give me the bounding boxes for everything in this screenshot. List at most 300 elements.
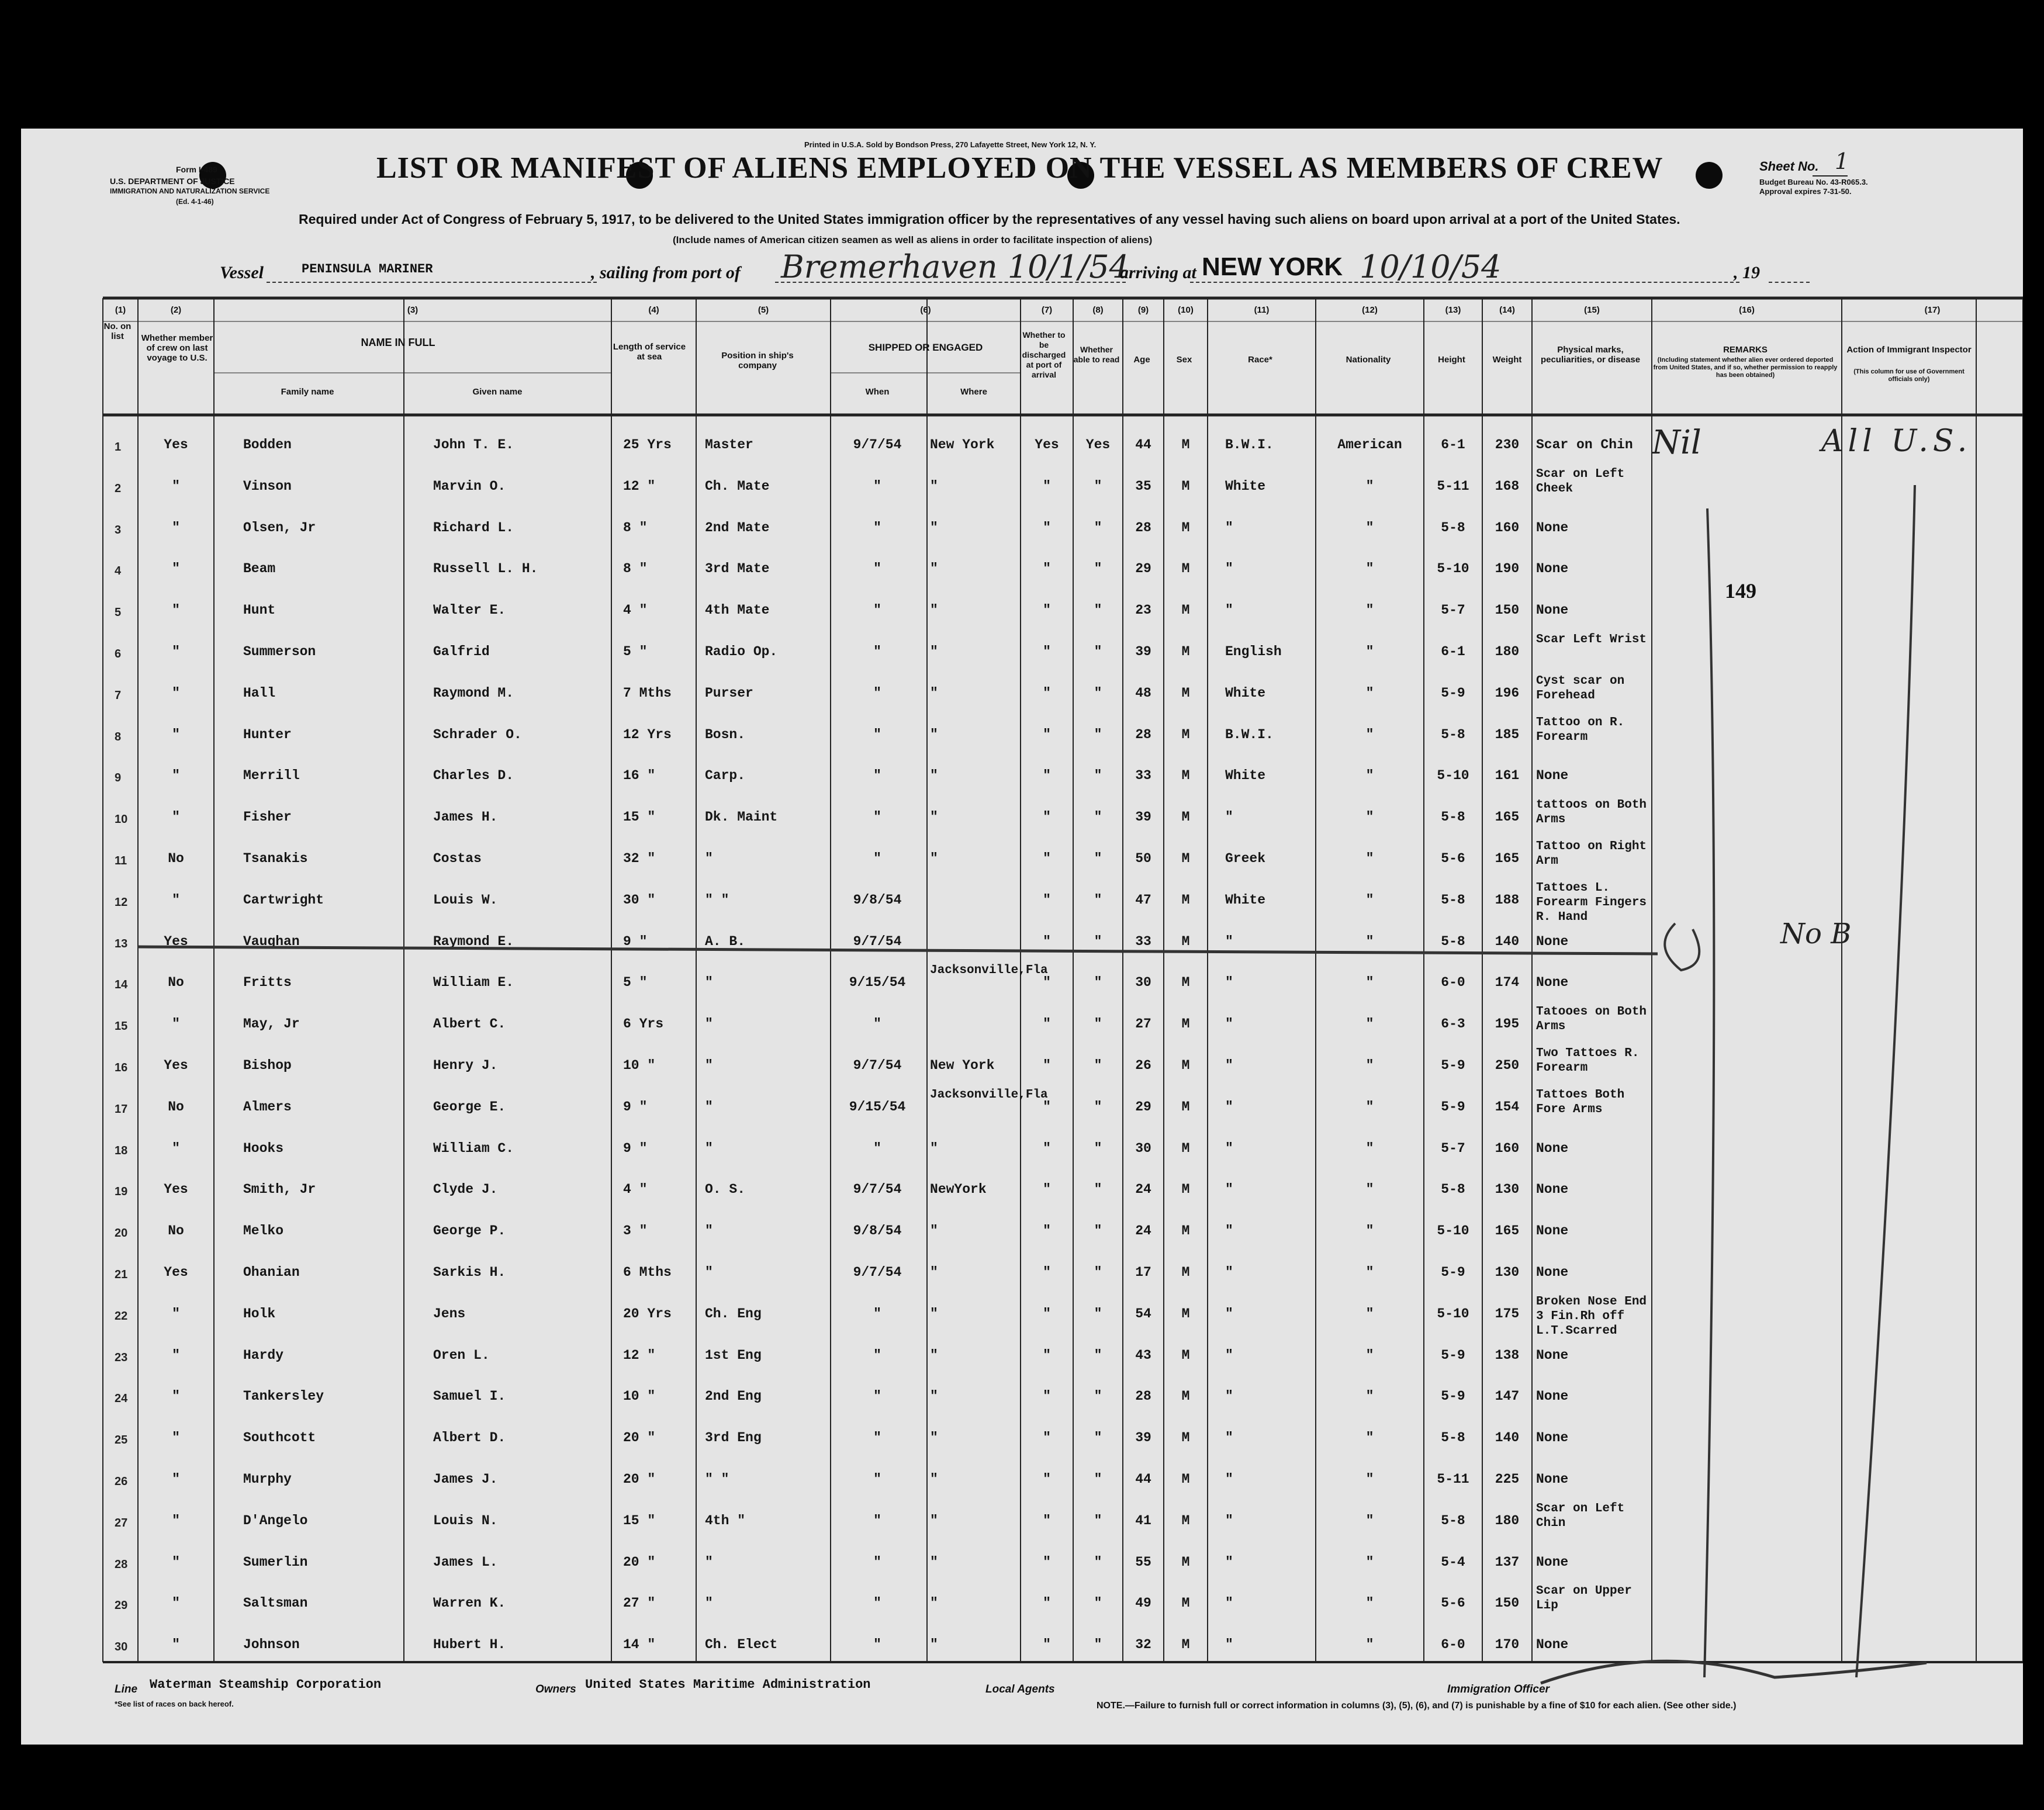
row-number: 28 bbox=[115, 1558, 128, 1571]
weight-cell: 180 bbox=[1495, 644, 1520, 659]
age-cell: 33 bbox=[1135, 768, 1151, 784]
service-length-cell: 30 " bbox=[623, 892, 656, 908]
race-cell: White bbox=[1225, 768, 1266, 784]
race-cell: " bbox=[1225, 1058, 1233, 1073]
shipped-when-cell: " bbox=[873, 1513, 881, 1528]
able-read-cell: " bbox=[1094, 1513, 1102, 1528]
race-cell: Greek bbox=[1225, 851, 1266, 866]
height-cell: 5-9 bbox=[1441, 1347, 1465, 1363]
position-cell: Purser bbox=[705, 685, 753, 701]
physical-marks-cell: Tattoes L. Forearm Fingers R. Hand bbox=[1536, 881, 1647, 924]
last-voyage-cell: " bbox=[172, 1389, 180, 1404]
nationality-cell: " bbox=[1365, 809, 1374, 825]
family-name-cell: Cartwright bbox=[243, 892, 324, 908]
physical-marks-cell: tattoos on Both Arms bbox=[1536, 798, 1647, 827]
height-cell: 6-3 bbox=[1441, 1016, 1465, 1032]
sex-cell: M bbox=[1181, 892, 1190, 908]
last-voyage-cell: " bbox=[172, 1637, 180, 1653]
discharged-cell: " bbox=[1043, 603, 1051, 618]
family-name-cell: Summerson bbox=[243, 644, 316, 659]
able-read-cell: " bbox=[1094, 685, 1102, 701]
vessel-label: Vessel bbox=[220, 263, 264, 282]
family-name-cell: Holk bbox=[243, 1306, 276, 1321]
weight-cell: 250 bbox=[1495, 1058, 1520, 1073]
nationality-cell: " bbox=[1365, 1016, 1374, 1032]
position-cell: Ch. Mate bbox=[705, 478, 770, 494]
position-cell: 3rd Eng bbox=[705, 1430, 762, 1446]
shipped-where-cell: NewYork bbox=[930, 1182, 987, 1198]
sex-cell: M bbox=[1181, 1430, 1190, 1446]
physical-marks-cell: None bbox=[1536, 1637, 1569, 1653]
given-name-cell: James J. bbox=[433, 1472, 498, 1487]
nationality-cell: " bbox=[1365, 520, 1374, 535]
row-number: 9 bbox=[115, 771, 122, 785]
shipped-when-cell: " bbox=[873, 478, 881, 494]
age-cell: 32 bbox=[1135, 1637, 1151, 1653]
discharged-cell: Yes bbox=[1035, 437, 1059, 452]
service-length-cell: 15 " bbox=[623, 1513, 656, 1528]
arriving-label: arriving at bbox=[1120, 263, 1196, 282]
position-cell: " bbox=[705, 1016, 713, 1032]
service-length-cell: 20 " bbox=[623, 1430, 656, 1446]
shipped-when-cell: " bbox=[873, 1472, 881, 1487]
height-cell: 6-0 bbox=[1441, 975, 1465, 991]
shipped-when-cell: " bbox=[873, 726, 881, 742]
owners-label: Owners bbox=[535, 1683, 576, 1695]
form-edition: (Ed. 4-1-46) bbox=[176, 198, 214, 206]
steamship-line: Waterman Steamship Corporation bbox=[150, 1677, 382, 1692]
nationality-cell: " bbox=[1365, 1306, 1374, 1321]
able-read-cell: " bbox=[1094, 1265, 1102, 1280]
physical-marks-cell: None bbox=[1536, 768, 1569, 784]
sex-cell: M bbox=[1181, 644, 1190, 659]
position-cell: " bbox=[705, 1099, 713, 1115]
physical-marks-cell: Tattoes Both Fore Arms bbox=[1536, 1088, 1625, 1116]
line-label: Line bbox=[115, 1683, 138, 1695]
row-number: 5 bbox=[115, 606, 122, 620]
column-number: (1) bbox=[115, 305, 126, 315]
able-read-cell: " bbox=[1094, 851, 1102, 866]
nationality-cell: " bbox=[1365, 1140, 1374, 1156]
header-weight: Weight bbox=[1492, 355, 1522, 365]
age-cell: 55 bbox=[1135, 1554, 1151, 1570]
last-voyage-cell: " bbox=[172, 478, 180, 494]
shipped-when-cell: " bbox=[873, 1389, 881, 1404]
physical-marks-cell: Scar on Left Chin bbox=[1536, 1501, 1625, 1530]
race-cell: " bbox=[1225, 1389, 1233, 1404]
column-number: (12) bbox=[1362, 305, 1378, 315]
header-inspector-action: Action of Immigrant Inspector bbox=[1846, 345, 1972, 355]
header-shipped-when: When bbox=[865, 387, 890, 397]
nationality-cell: " bbox=[1365, 478, 1374, 494]
age-cell: 17 bbox=[1135, 1265, 1151, 1280]
weight-cell: 165 bbox=[1495, 851, 1520, 866]
service-length-cell: 12 Yrs bbox=[623, 726, 672, 742]
column-number: (5) bbox=[758, 305, 769, 315]
physical-marks-cell: Scar Left Wrist bbox=[1536, 633, 1647, 646]
weight-cell: 140 bbox=[1495, 1430, 1520, 1446]
last-voyage-cell: " bbox=[172, 892, 180, 908]
physical-marks-cell: None bbox=[1536, 1347, 1569, 1363]
nationality-cell: " bbox=[1365, 644, 1374, 659]
position-cell: 3rd Mate bbox=[705, 561, 770, 577]
column-number: (16) bbox=[1739, 305, 1755, 315]
physical-marks-cell: Scar on Left Cheek bbox=[1536, 467, 1625, 496]
weight-cell: 137 bbox=[1495, 1554, 1520, 1570]
able-read-cell: Yes bbox=[1085, 437, 1111, 452]
age-cell: 24 bbox=[1135, 1223, 1151, 1239]
weight-cell: 165 bbox=[1495, 1223, 1520, 1239]
row-number: 13 bbox=[115, 937, 128, 950]
family-name-cell: D'Angelo bbox=[243, 1513, 308, 1528]
position-cell: " " bbox=[705, 892, 729, 908]
shipped-when-cell: " bbox=[873, 1140, 881, 1156]
height-cell: 5-11 bbox=[1437, 1472, 1469, 1487]
departure-port: Bremerhaven 10/1/54 bbox=[781, 248, 1129, 285]
family-name-cell: Hooks bbox=[243, 1140, 284, 1156]
able-read-cell: " bbox=[1094, 1016, 1102, 1032]
header-remarks-note: (Including statement whether alien ever ordered deported from United States, and if so, whether permission to reapply has been obtained) bbox=[1653, 357, 1838, 379]
age-cell: 44 bbox=[1135, 437, 1151, 452]
last-voyage-cell: " bbox=[172, 644, 180, 659]
shipped-when-cell: 9/7/54 bbox=[853, 1058, 902, 1073]
age-cell: 47 bbox=[1135, 892, 1151, 908]
last-voyage-cell: " bbox=[172, 1554, 180, 1570]
discharged-cell: " bbox=[1043, 478, 1051, 494]
column-number: (6) bbox=[920, 305, 931, 315]
nationality-cell: " bbox=[1365, 1554, 1374, 1570]
shipped-where-cell: " bbox=[930, 1513, 938, 1528]
able-read-cell: " bbox=[1094, 644, 1102, 659]
sex-cell: M bbox=[1181, 1182, 1190, 1198]
row-number: 14 bbox=[115, 978, 128, 992]
nationality-cell: " bbox=[1365, 1637, 1374, 1653]
discharged-cell: " bbox=[1043, 1596, 1051, 1611]
family-name-cell: Bishop bbox=[243, 1058, 292, 1073]
able-read-cell: " bbox=[1094, 1099, 1102, 1115]
shipped-where-cell: New York bbox=[930, 1058, 995, 1073]
service-length-cell: 12 " bbox=[623, 1347, 656, 1363]
shipped-when-cell: 9/8/54 bbox=[853, 892, 902, 908]
sex-cell: M bbox=[1181, 726, 1190, 742]
sex-cell: M bbox=[1181, 1265, 1190, 1280]
weight-cell: 174 bbox=[1495, 975, 1520, 991]
last-voyage-cell: " bbox=[172, 1596, 180, 1611]
shipped-where-cell: " bbox=[930, 644, 938, 659]
sex-cell: M bbox=[1181, 1016, 1190, 1032]
shipped-where-cell: " bbox=[930, 1430, 938, 1446]
shipped-where-cell: " bbox=[930, 1389, 938, 1404]
row-number: 6 bbox=[115, 648, 122, 660]
shipped-when-cell: " bbox=[873, 520, 881, 535]
column-number: (7) bbox=[1041, 305, 1053, 315]
height-cell: 5-8 bbox=[1441, 1513, 1465, 1528]
service-length-cell: 12 " bbox=[623, 478, 656, 494]
service-length-cell: 15 " bbox=[623, 809, 656, 825]
weight-cell: 190 bbox=[1495, 561, 1520, 577]
height-cell: 6-1 bbox=[1441, 437, 1465, 452]
position-cell: 4th Mate bbox=[705, 603, 770, 618]
service-length-cell: 9 " bbox=[623, 1140, 648, 1156]
discharged-cell: " bbox=[1043, 1099, 1051, 1115]
shipped-where-cell: " bbox=[930, 1265, 938, 1280]
family-name-cell: Vaughan bbox=[243, 933, 300, 949]
service-length-cell: 9 " bbox=[623, 1099, 648, 1115]
shipped-when-cell: " bbox=[873, 809, 881, 825]
race-cell: " bbox=[1225, 1513, 1233, 1528]
discharged-cell: " bbox=[1043, 520, 1051, 535]
race-cell: " bbox=[1225, 603, 1233, 618]
height-cell: 5-8 bbox=[1441, 1430, 1465, 1446]
row-number: 17 bbox=[115, 1102, 128, 1116]
column-number: (11) bbox=[1254, 305, 1270, 315]
age-cell: 39 bbox=[1135, 1430, 1151, 1446]
height-cell: 5-8 bbox=[1441, 809, 1465, 825]
race-cell: " bbox=[1225, 1430, 1233, 1446]
header-no-on-list: No. on list bbox=[103, 321, 132, 341]
header-age: Age bbox=[1133, 355, 1150, 365]
height-cell: 6-1 bbox=[1441, 644, 1465, 659]
weight-cell: 130 bbox=[1495, 1265, 1520, 1280]
shipped-where-cell: " bbox=[930, 1347, 938, 1363]
race-cell: " bbox=[1225, 1472, 1233, 1487]
family-name-cell: Hardy bbox=[243, 1347, 284, 1363]
given-name-cell: Samuel I. bbox=[433, 1389, 506, 1404]
age-cell: 39 bbox=[1135, 644, 1151, 659]
sex-cell: M bbox=[1181, 1099, 1190, 1115]
discharged-cell: " bbox=[1043, 561, 1051, 577]
sex-cell: M bbox=[1181, 1596, 1190, 1611]
shipped-when-cell: " bbox=[873, 1347, 881, 1363]
shipped-when-cell: 9/7/54 bbox=[853, 1265, 902, 1280]
age-cell: 27 bbox=[1135, 1016, 1151, 1032]
service-length-cell: 27 " bbox=[623, 1596, 656, 1611]
position-cell: Radio Op. bbox=[705, 644, 778, 659]
last-voyage-cell: " bbox=[172, 809, 180, 825]
sex-cell: M bbox=[1181, 851, 1190, 866]
height-cell: 5-8 bbox=[1441, 933, 1465, 949]
height-cell: 5-9 bbox=[1441, 1265, 1465, 1280]
races-note: *See list of races on back hereof. bbox=[115, 1700, 234, 1708]
pen-strokes bbox=[21, 129, 2023, 1745]
nationality-cell: " bbox=[1365, 1347, 1374, 1363]
row-number: 24 bbox=[115, 1392, 128, 1406]
sex-cell: M bbox=[1181, 685, 1190, 701]
height-cell: 5-9 bbox=[1441, 685, 1465, 701]
discharged-cell: " bbox=[1043, 1058, 1051, 1073]
discharged-cell: " bbox=[1043, 892, 1051, 908]
position-cell: O. S. bbox=[705, 1182, 746, 1198]
shipped-where-cell: " bbox=[930, 1596, 938, 1611]
shipped-where-cell: Jacksonville,Fla bbox=[930, 964, 1048, 978]
age-cell: 33 bbox=[1135, 933, 1151, 949]
age-cell: 28 bbox=[1135, 520, 1151, 535]
able-read-cell: " bbox=[1094, 1637, 1102, 1653]
weight-cell: 175 bbox=[1495, 1306, 1520, 1321]
physical-marks-cell: Tattoo on Right Arm bbox=[1536, 840, 1647, 868]
header-given-name: Given name bbox=[472, 387, 523, 397]
row-number: 21 bbox=[115, 1268, 128, 1281]
discharged-cell: " bbox=[1043, 809, 1051, 825]
last-voyage-cell: " bbox=[172, 726, 180, 742]
column-number: (15) bbox=[1584, 305, 1600, 315]
nationality-cell: " bbox=[1365, 685, 1374, 701]
shipped-where-cell: " bbox=[930, 478, 938, 494]
row-number: 4 bbox=[115, 565, 122, 578]
able-read-cell: " bbox=[1094, 1389, 1102, 1404]
able-read-cell: " bbox=[1094, 520, 1102, 535]
header-crew-last-voyage: Whether member of crew on last voyage to U.S. bbox=[141, 333, 213, 363]
race-cell: " bbox=[1225, 1016, 1233, 1032]
shipped-when-cell: 9/15/54 bbox=[849, 975, 906, 991]
race-cell: " bbox=[1225, 1596, 1233, 1611]
header-shipped-engaged: SHIPPED OR ENGAGED bbox=[868, 342, 983, 353]
height-cell: 5-9 bbox=[1441, 1389, 1465, 1404]
given-name-cell: Warren K. bbox=[433, 1596, 506, 1611]
last-voyage-cell: Yes bbox=[164, 1182, 188, 1198]
given-name-cell: Raymond M. bbox=[433, 685, 514, 701]
discharged-cell: " bbox=[1043, 1430, 1051, 1446]
height-cell: 5-6 bbox=[1441, 1596, 1465, 1611]
discharged-cell: " bbox=[1043, 1223, 1051, 1239]
header-family-name: Family name bbox=[281, 387, 334, 397]
able-read-cell: " bbox=[1094, 975, 1102, 991]
header-sex: Sex bbox=[1176, 355, 1192, 365]
nationality-cell: " bbox=[1365, 1430, 1374, 1446]
form-title: LIST OR MANIFEST OF ALIENS EMPLOYED ON THE VESSEL AS MEMBERS OF CREW bbox=[376, 151, 1663, 185]
age-cell: 28 bbox=[1135, 726, 1151, 742]
service-length-cell: 7 Mths bbox=[623, 685, 672, 701]
sex-cell: M bbox=[1181, 1513, 1190, 1528]
age-cell: 26 bbox=[1135, 1058, 1151, 1073]
year-label: , 19 bbox=[1734, 263, 1760, 282]
able-read-cell: " bbox=[1094, 809, 1102, 825]
service-length-cell: 16 " bbox=[623, 768, 656, 784]
given-name-cell: Albert D. bbox=[433, 1430, 506, 1446]
nationality-cell: " bbox=[1365, 1099, 1374, 1115]
age-cell: 49 bbox=[1135, 1596, 1151, 1611]
physical-marks-cell: Broken Nose End 3 Fin.Rh off L.T.Scarred bbox=[1536, 1295, 1647, 1338]
able-read-cell: " bbox=[1094, 603, 1102, 618]
race-cell: B.W.I. bbox=[1225, 726, 1274, 742]
given-name-cell: George P. bbox=[433, 1223, 506, 1239]
penalty-note: NOTE.—Failure to furnish full or correct information in columns (3), (5), (6), and (7) is punishable by a fine of $10 for each alien. (See other side.) bbox=[1097, 1701, 1737, 1711]
weight-cell: 147 bbox=[1495, 1389, 1520, 1404]
local-agents-label: Local Agents bbox=[985, 1683, 1055, 1695]
nationality-cell: " bbox=[1365, 603, 1374, 618]
position-cell: A. B. bbox=[705, 933, 746, 949]
nationality-cell: " bbox=[1365, 1389, 1374, 1404]
service-length-cell: 5 " bbox=[623, 975, 648, 991]
shipped-where-cell: " bbox=[930, 1223, 938, 1239]
height-cell: 5-11 bbox=[1437, 478, 1469, 494]
owners-value: United States Maritime Administration bbox=[585, 1677, 871, 1692]
physical-marks-cell: Scar on Chin bbox=[1536, 437, 1633, 452]
row-number: 27 bbox=[115, 1516, 128, 1529]
service-length-cell: 10 " bbox=[623, 1058, 656, 1073]
row-number: 25 bbox=[115, 1434, 128, 1447]
race-cell: " bbox=[1225, 1265, 1233, 1280]
physical-marks-cell: None bbox=[1536, 603, 1569, 618]
family-name-cell: Fritts bbox=[243, 975, 292, 991]
height-cell: 5-10 bbox=[1437, 1223, 1469, 1239]
service-length-cell: 25 Yrs bbox=[623, 437, 672, 452]
age-cell: 29 bbox=[1135, 561, 1151, 577]
position-cell: 1st Eng bbox=[705, 1347, 762, 1363]
given-name-cell: Charles D. bbox=[433, 768, 514, 784]
height-cell: 5-7 bbox=[1441, 1140, 1465, 1156]
shipped-when-cell: " bbox=[873, 603, 881, 618]
physical-marks-cell: Cyst scar on Forehead bbox=[1536, 674, 1625, 702]
shipped-where-cell: " bbox=[930, 1306, 938, 1321]
shipped-where-cell: Jacksonville,Fla bbox=[930, 1088, 1048, 1102]
shipped-where-cell: " bbox=[930, 520, 938, 535]
position-cell: Carp. bbox=[705, 768, 746, 784]
discharged-cell: " bbox=[1043, 1472, 1051, 1487]
given-name-cell: William E. bbox=[433, 975, 514, 991]
age-cell: 35 bbox=[1135, 478, 1151, 494]
family-name-cell: Johnson bbox=[243, 1637, 300, 1653]
last-voyage-cell: " bbox=[172, 1347, 180, 1363]
row-number: 2 bbox=[115, 482, 122, 495]
discharged-cell: " bbox=[1043, 1347, 1051, 1363]
shipped-when-cell: " bbox=[873, 1306, 881, 1321]
height-cell: 5-8 bbox=[1441, 520, 1465, 535]
given-name-cell: Hubert H. bbox=[433, 1637, 506, 1653]
height-cell: 5-6 bbox=[1441, 851, 1465, 866]
manifest-sheet bbox=[21, 129, 2023, 1745]
nationality-cell: " bbox=[1365, 851, 1374, 866]
discharged-cell: " bbox=[1043, 851, 1051, 866]
age-cell: 50 bbox=[1135, 851, 1151, 866]
weight-cell: 150 bbox=[1495, 603, 1520, 618]
service-length-cell: 10 " bbox=[623, 1389, 656, 1404]
given-name-cell: Louis N. bbox=[433, 1513, 498, 1528]
able-read-cell: " bbox=[1094, 1182, 1102, 1198]
physical-marks-cell: None bbox=[1536, 1389, 1569, 1404]
shipped-when-cell: " bbox=[873, 851, 881, 866]
given-name-cell: Costas bbox=[433, 851, 482, 866]
column-number: (8) bbox=[1092, 305, 1104, 315]
department-line: U.S. DEPARTMENT OF JUSTICE bbox=[110, 176, 235, 186]
family-name-cell: Hunt bbox=[243, 603, 276, 618]
weight-cell: 170 bbox=[1495, 1637, 1520, 1653]
sex-cell: M bbox=[1181, 1306, 1190, 1321]
position-cell: " bbox=[705, 1596, 713, 1611]
shipped-when-cell: " bbox=[873, 1637, 881, 1653]
row-number: 23 bbox=[115, 1351, 128, 1364]
weight-cell: 185 bbox=[1495, 726, 1520, 742]
shipped-where-cell: " bbox=[930, 685, 938, 701]
header-nationality: Nationality bbox=[1346, 355, 1391, 365]
sex-cell: M bbox=[1181, 1637, 1190, 1653]
family-name-cell: Melko bbox=[243, 1223, 284, 1239]
discharged-cell: " bbox=[1043, 975, 1051, 991]
service-length-cell: 8 " bbox=[623, 561, 648, 577]
weight-cell: 188 bbox=[1495, 892, 1520, 908]
nationality-cell: " bbox=[1365, 768, 1374, 784]
able-read-cell: " bbox=[1094, 892, 1102, 908]
position-cell: 2nd Mate bbox=[705, 520, 770, 535]
position-cell: " bbox=[705, 1058, 713, 1073]
family-name-cell: Saltsman bbox=[243, 1596, 308, 1611]
header-remarks: REMARKS bbox=[1723, 345, 1768, 355]
able-read-cell: " bbox=[1094, 1596, 1102, 1611]
column-number: (2) bbox=[170, 305, 182, 315]
able-read-cell: " bbox=[1094, 1223, 1102, 1239]
height-cell: 5-10 bbox=[1437, 1306, 1469, 1321]
service-length-cell: 8 " bbox=[623, 520, 648, 535]
